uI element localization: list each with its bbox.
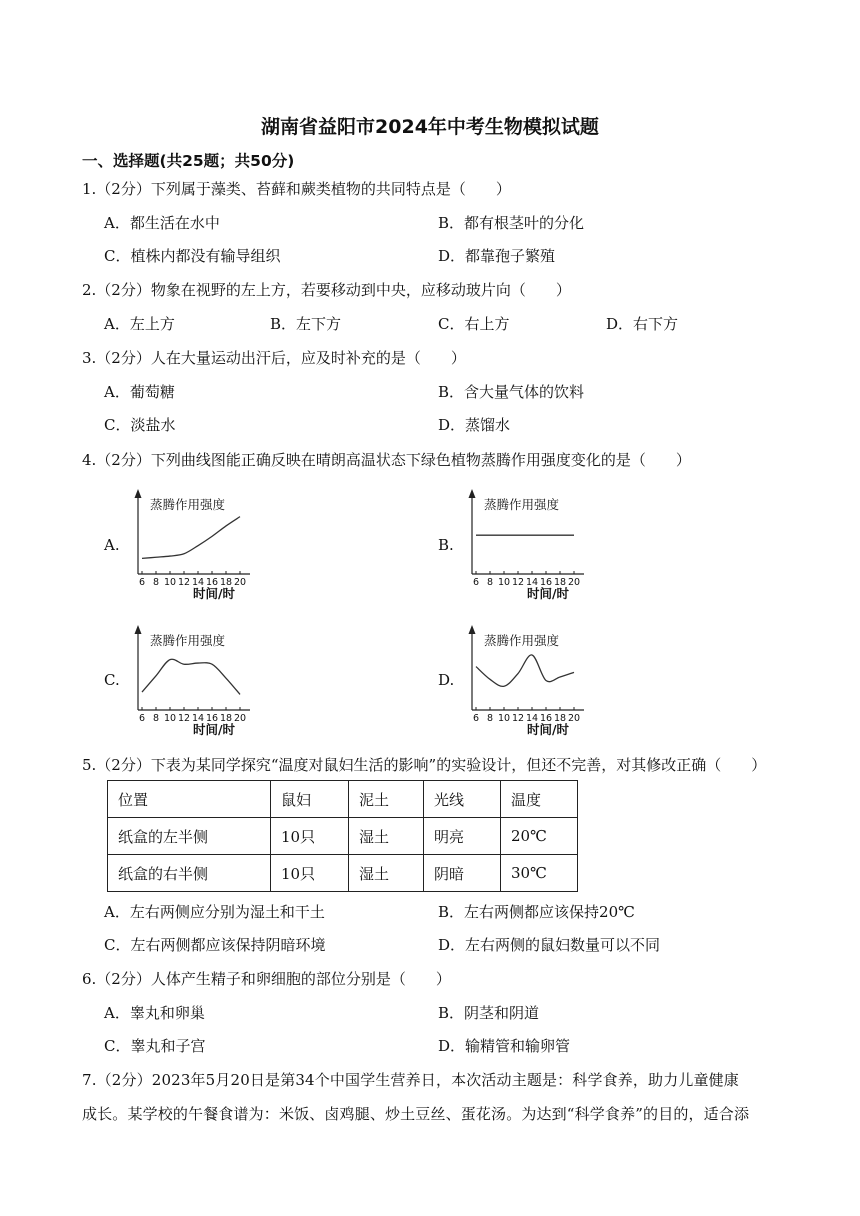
q2-option-b[interactable]: B．左下方 (270, 315, 342, 333)
q3-option-c[interactable]: C．淡盐水 (104, 416, 176, 434)
x-tick-label: 10 (497, 713, 511, 724)
table-header-row (108, 781, 578, 818)
q4-option-a[interactable]: A. (104, 536, 120, 554)
x-tick-label: 20 (233, 713, 247, 724)
question-3-stem: 3.（2分）人在大量运动出汗后，应及时补充的是（ ） (82, 349, 466, 367)
x-tick-label: 6 (138, 577, 146, 588)
x-tick-label: 16 (539, 577, 553, 588)
x-axis-label: 时间/时 (192, 586, 236, 601)
series-line (142, 659, 240, 694)
q1-option-b[interactable]: B．都有根茎叶的分化 (438, 214, 585, 232)
x-tick-label: 12 (511, 713, 525, 724)
q2-option-a[interactable]: A．左上方 (104, 315, 175, 333)
x-tick-label: 18 (219, 577, 233, 588)
table-cell: 纸盒的左半侧 (108, 818, 271, 855)
chart-c (120, 618, 260, 740)
y-axis-arrow (135, 489, 142, 498)
q5-option-c[interactable]: C．左右两侧都应该保持阴暗环境 (104, 936, 326, 954)
x-tick-label: 12 (177, 577, 191, 588)
x-tick-label: 8 (152, 577, 160, 588)
table-row (108, 818, 578, 855)
chart-a (120, 482, 260, 604)
x-tick-label: 8 (486, 713, 494, 724)
question-5-stem: 5.（2分）下表为某同学探究“温度对鼠妇生活的影响”的实验设计，但还不完善，对其修改正确（ ） (82, 756, 767, 774)
x-tick-label: 18 (553, 577, 567, 588)
table-cell: 20℃ (501, 818, 578, 855)
x-axis-label: 时间/时 (526, 722, 570, 737)
x-tick-label: 10 (163, 713, 177, 724)
q6-option-a[interactable]: A．睾丸和卵巢 (104, 1004, 205, 1022)
table-header: 鼠妇 (271, 781, 349, 818)
table-cell: 30℃ (501, 855, 578, 892)
table-cell: 10只 (271, 855, 349, 892)
q4-option-d[interactable]: D. (438, 671, 455, 689)
q2-option-c[interactable]: C．右上方 (438, 315, 510, 333)
x-tick-label: 20 (567, 713, 581, 724)
x-axis-label: 时间/时 (526, 586, 570, 601)
q3-option-d[interactable]: D．蒸馏水 (438, 416, 511, 434)
q3-option-b[interactable]: B．含大量气体的饮料 (438, 383, 585, 401)
x-tick-label: 6 (472, 577, 480, 588)
table-cell: 湿土 (349, 855, 424, 892)
x-tick-label: 14 (525, 577, 539, 588)
chart-d (454, 618, 594, 740)
series-line (142, 517, 240, 559)
q6-option-c[interactable]: C．睾丸和子宫 (104, 1037, 206, 1055)
x-tick-label: 6 (138, 713, 146, 724)
q6-option-d[interactable]: D．输精管和输卵管 (438, 1037, 571, 1055)
chart-b (454, 482, 594, 604)
x-tick-label: 12 (511, 577, 525, 588)
x-tick-label: 8 (486, 577, 494, 588)
x-tick-label: 18 (553, 713, 567, 724)
x-tick-label: 14 (191, 713, 205, 724)
x-tick-label: 16 (205, 713, 219, 724)
q6-option-b[interactable]: B．阴茎和阴道 (438, 1004, 540, 1022)
x-tick-label: 20 (567, 577, 581, 588)
q5-option-b[interactable]: B．左右两侧都应该保持20℃ (438, 903, 635, 921)
table-header: 位置 (108, 781, 271, 818)
q1-option-d[interactable]: D．都靠孢子繁殖 (438, 247, 556, 265)
page-title: 湖南省益阳市2024年中考生物模拟试题 (261, 116, 599, 138)
x-tick-label: 10 (163, 577, 177, 588)
table-cell: 阴暗 (424, 855, 501, 892)
section-heading: 一、选择题(共25题；共50分) (82, 152, 295, 170)
x-tick-label: 6 (472, 713, 480, 724)
table-header: 泥土 (349, 781, 424, 818)
table-cell: 纸盒的右半侧 (108, 855, 271, 892)
q5-option-a[interactable]: A．左右两侧应分别为湿土和干土 (104, 903, 325, 921)
x-axis-label: 时间/时 (192, 722, 236, 737)
q1-option-a[interactable]: A．都生活在水中 (104, 214, 220, 232)
y-axis-label: 蒸腾作用强度 (484, 633, 560, 648)
question-6-stem: 6.（2分）人体产生精子和卵细胞的部位分别是（ ） (82, 970, 451, 988)
q1-option-c[interactable]: C．植株内都没有输导组织 (104, 247, 281, 265)
x-tick-label: 14 (525, 713, 539, 724)
x-tick-label: 16 (539, 713, 553, 724)
y-axis-label: 蒸腾作用强度 (484, 497, 560, 512)
table-row (108, 855, 578, 892)
y-axis-arrow (469, 489, 476, 498)
question-4-stem: 4.（2分）下列曲线图能正确反映在晴朗高温状态下绿色植物蒸腾作用强度变化的是（ ） (82, 451, 691, 469)
q4-option-c[interactable]: C. (104, 671, 120, 689)
series-line (476, 655, 574, 687)
y-axis-label: 蒸腾作用强度 (150, 633, 226, 648)
experiment-table (107, 780, 578, 892)
x-tick-label: 16 (205, 577, 219, 588)
table-cell: 明亮 (424, 818, 501, 855)
q3-option-a[interactable]: A．葡萄糖 (104, 383, 175, 401)
table-header: 光线 (424, 781, 501, 818)
question-1-stem: 1.（2分）下列属于藻类、苔藓和蕨类植物的共同特点是（ ） (82, 180, 511, 198)
y-axis-arrow (135, 625, 142, 634)
table-cell: 10只 (271, 818, 349, 855)
q4-option-b[interactable]: B. (438, 536, 454, 554)
table-cell: 湿土 (349, 818, 424, 855)
x-tick-label: 10 (497, 577, 511, 588)
question-7-stem-line-1: 7.（2分）2023年5月20日是第34个中国学生营养日，本次活动主题是：科学食养，助力儿童健康 (82, 1071, 739, 1089)
x-tick-label: 20 (233, 577, 247, 588)
question-2-stem: 2.（2分）物象在视野的左上方，若要移动到中央，应移动玻片向（ ） (82, 281, 571, 299)
y-axis-arrow (469, 625, 476, 634)
question-7-stem-line-2: 成长。某学校的午餐食谱为：米饭、卤鸡腿、炒土豆丝、蛋花汤。为达到“科学食养”的目的，适合添 (82, 1105, 750, 1123)
x-tick-label: 14 (191, 577, 205, 588)
q5-option-d[interactable]: D．左右两侧的鼠妇数量可以不同 (438, 936, 661, 954)
y-axis-label: 蒸腾作用强度 (150, 497, 226, 512)
x-tick-label: 12 (177, 713, 191, 724)
x-tick-label: 8 (152, 713, 160, 724)
q2-option-d[interactable]: D．右下方 (606, 315, 679, 333)
x-tick-label: 18 (219, 713, 233, 724)
table-header: 温度 (501, 781, 578, 818)
